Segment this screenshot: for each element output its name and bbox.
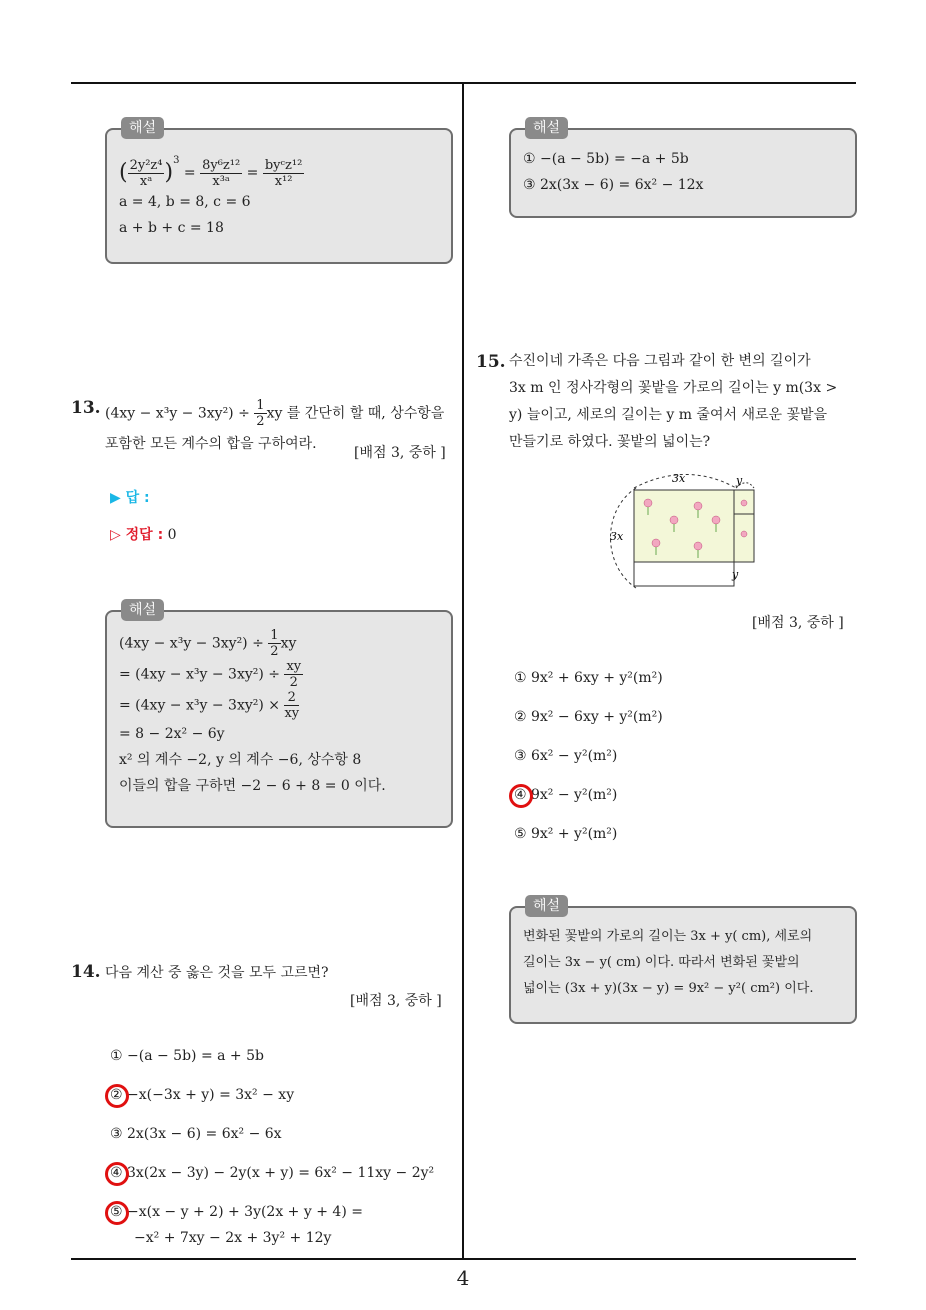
selected-mark-circle xyxy=(105,1084,129,1108)
column-divider xyxy=(462,82,464,1260)
box3-line3: = (4xy − x³y − 3xy²) × $\frac{2}{xy}$ xyxy=(119,690,300,721)
box4-line1: 변화된 꽃밭의 가로의 길이는 3x + y( cm), 세로의 xyxy=(523,929,813,944)
question-15-score: [배점 3, 중하 ] xyxy=(752,615,844,631)
question-14-number: 14. xyxy=(71,962,101,982)
question-13-score: [배점 3, 중하 ] xyxy=(354,445,446,461)
q14-option-5[interactable]: ⑤ −x(x − y + 2) + 3y(2x + y + 4) = xyxy=(110,1204,363,1220)
correct-answer: ▷ 정답 : 0 xyxy=(110,527,177,543)
svg-text:y: y xyxy=(736,474,743,487)
explanation-box-15 xyxy=(509,898,857,1024)
question-13-number: 13. xyxy=(71,398,101,418)
q14-option-1[interactable]: ① −(a − 5b) = a + 5b xyxy=(110,1048,264,1064)
q15-option-4[interactable]: ④ 9x² − y²(m²) xyxy=(514,787,618,803)
q14-option-3[interactable]: ③ 2x(3x − 6) = 6x² − 6x xyxy=(110,1126,282,1142)
question-13-text: (4xy − x³y − 3xy²) ÷ $\frac{1}{2}$ xy 를 간단히 할 때, 상수항을 포함한 모든 계수의 합을 구하여라. xyxy=(105,398,445,452)
box1-equation: ( $\frac{\text{2y²z⁴}}{\text{xᵃ}}$ )$^3$ = $\frac{\text{8y⁶z¹²}}{\text{x³ᵃ}}$ = $\frac{\text{byᶜz¹²}}{\text{x¹²}}$ xyxy=(119,155,303,189)
page-number: 4 xyxy=(456,1266,470,1290)
box3-line2: = (4xy − x³y − 3xy²) ÷ $\frac{xy}{2}$ xyxy=(119,659,302,690)
explanation-tag: 해설 xyxy=(121,599,164,621)
q15-option-3[interactable]: ③ 6x² − y²(m²) xyxy=(514,748,618,764)
box1-line2: a = 4, b = 8, c = 6 xyxy=(119,193,251,210)
question-14-score: [배점 3, 중하 ] xyxy=(350,993,442,1009)
box3-line1: (4xy − x³y − 3xy²) ÷ $\frac{1}{2}$ xy xyxy=(119,628,297,659)
box4-line3: 넓이는 (3x + y)(3x − y) = 9x² − y²( cm²) 이다. xyxy=(523,981,814,996)
selected-mark-circle xyxy=(509,784,533,808)
question-15-number: 15. xyxy=(476,352,506,372)
box3-line5: x² 의 계수 −2, y 의 계수 −6, 상수항 8 xyxy=(119,752,362,768)
answer-label: ▶ 답 : xyxy=(110,490,150,506)
q15-option-2[interactable]: ② 9x² − 6xy + y²(m²) xyxy=(514,709,663,725)
q14-option-2[interactable]: ② −x(−3x + y) = 3x² − xy xyxy=(110,1087,295,1103)
q15-option-5[interactable]: ⑤ 9x² + y²(m²) xyxy=(514,826,618,842)
question-15-text: 수진이네 가족은 다음 그림과 같이 한 변의 길이가 3x m 인 정사각형의 꽃밭을 가로의 길이는 y m(3x > y) 늘이고, 세로의 길이는 y m 줄여서 새로운 꽃밭을 만들기로 하였다. 꽃밭의 넓이는? xyxy=(509,353,838,450)
question-14-text: 다음 계산 중 옳은 것을 모두 고르면? xyxy=(105,965,329,981)
svg-text:3x: 3x xyxy=(610,530,624,543)
box2-line2: ③ 2x(3x − 6) = 6x² − 12x xyxy=(523,177,704,193)
explanation-tag: 해설 xyxy=(121,117,164,139)
box2-line1: ① −(a − 5b) = −a + 5b xyxy=(523,151,689,167)
explanation-tag: 해설 xyxy=(525,895,568,917)
flower-bed-figure xyxy=(608,470,768,595)
explanation-box-14 xyxy=(509,120,857,218)
q14-option-5-continued: −x² + 7xy − 2x + 3y² + 12y xyxy=(134,1230,332,1246)
selected-mark-circle xyxy=(105,1201,129,1225)
box1-line3: a + b + c = 18 xyxy=(119,219,224,236)
q14-option-4[interactable]: ④ 3x(2x − 3y) − 2y(x + y) = 6x² − 11xy − 2y² xyxy=(110,1165,435,1181)
explanation-tag: 해설 xyxy=(525,117,568,139)
box3-line6: 이들의 합을 구하면 −2 − 6 + 8 = 0 이다. xyxy=(119,778,386,794)
box4-line2: 길이는 3x − y( cm) 이다. 따라서 변화된 꽃밭의 xyxy=(523,955,800,970)
svg-text:y: y xyxy=(732,568,739,581)
svg-text:3x: 3x xyxy=(672,472,686,485)
box3-line4: = 8 − 2x² − 6y xyxy=(119,726,225,742)
explanation-box-13 xyxy=(105,602,453,828)
bottom-rule xyxy=(71,1258,856,1260)
q15-option-1[interactable]: ① 9x² + 6xy + y²(m²) xyxy=(514,670,663,686)
selected-mark-circle xyxy=(105,1162,129,1186)
explanation-box-12 xyxy=(105,120,453,264)
